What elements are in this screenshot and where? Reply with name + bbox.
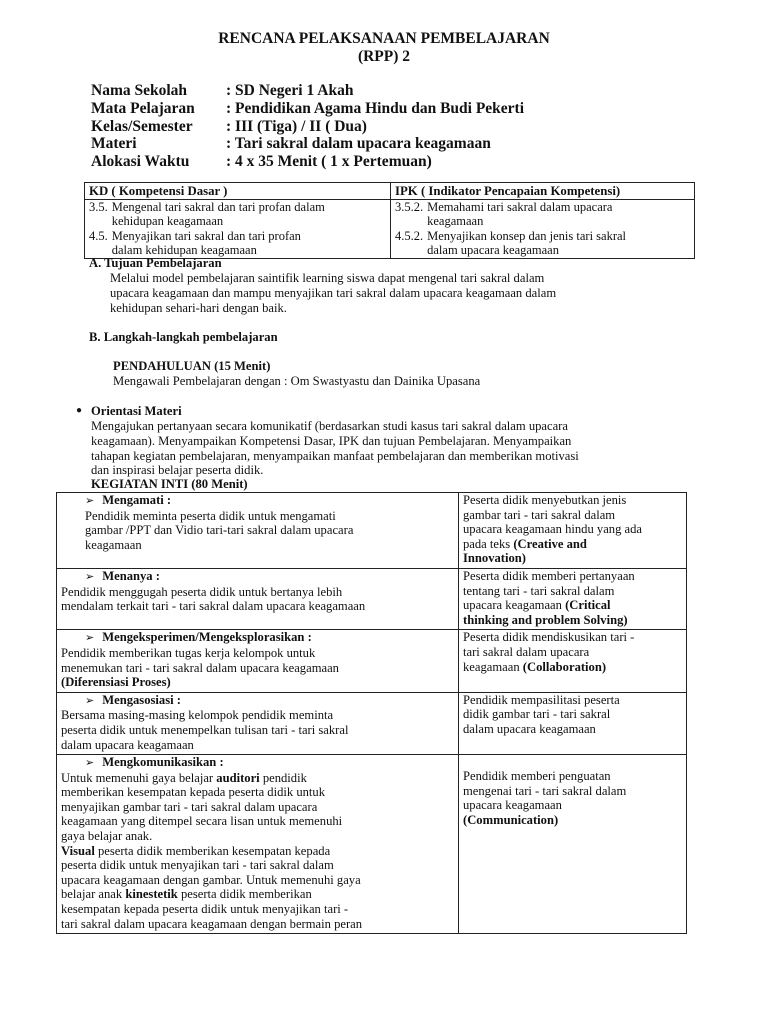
kd-ipk-table [84, 182, 695, 259]
activity-cell: ➢ Mengamati : Pendidik meminta peserta didik untuk mengamati gambar /PPT dan Vidio tari-tari sakral dalam upacara keagamaan [57, 493, 459, 569]
document-title: RENCANA PELAKSANAAN PEMBELAJARAN [218, 30, 550, 47]
identity-row: Materi : Tari sakral dalam upacara keagamaan [91, 135, 491, 153]
orientasi-body: Mengajukan pertanyaan secara komunikatif (berdasarkan studi kasus tari sakral dalam upacara keagamaan). Menyampaikan Kompetensi Dasar, IPK dan tujuan Pembelajaran. Menyampaikan tahapan kegiatan pembelajaran, menyampaikan manfaat pembelajaran dan memberikan motivasi dan inspirasi belajar peserta didik. [91, 419, 579, 478]
section-a-body: Melalui model pembelajaran saintifik learning siswa dapat mengenal tari sakral dalam upacara keagamaan dan mampu menyajikan tari sakral dalam upacara keagamaan dalam kehidupan sehari-hari dengan baik. [110, 271, 557, 315]
kd-item: 3.5. Mengenal tari sakral dan tari profan dalam kehidupan keagamaan [89, 199, 325, 228]
ipk-item: 3.5.2. Memahami tari sakral dalam upacara keagamaan [395, 199, 613, 228]
identity-row: Mata Pelajaran : Pendidikan Agama Hindu dan Budi Pekerti [91, 99, 525, 117]
identity-row: Alokasi Waktu : 4 x 35 Menit ( 1 x Pertemuan) [91, 153, 432, 171]
orientasi-heading: Orientasi Materi [91, 404, 182, 418]
table-row [57, 755, 687, 934]
document-subtitle: (RPP) 2 [357, 48, 411, 65]
kd-header: KD ( Kompetensi Dasar ) [85, 183, 391, 200]
outcome-cell: Peserta didik memberi pertanyaan tentang tari - tari sakral dalam upacara keagamaan (Critical thinking and problem Solving) [459, 568, 687, 629]
section-b-heading: B. Langkah-langkah pembelajaran [89, 330, 278, 344]
identity-row: Kelas/Semester : III (Tiga) / II ( Dua) [91, 117, 367, 135]
kegiatan-inti-table [56, 492, 687, 934]
activity-cell: ➢ Mengkomunikasikan : Untuk memenuhi gaya belajar auditori pendidik memberikan kesempatan kepada peserta didik untuk menyajikan gambar tari - tari sakral dalam upacara keagamaan yang ditempel secara lisan untuk memenuhi gaya belajar anak. Visual peserta didik memberikan kesempatan kepada peserta didik untuk menyajikan tari - tari sakral dalam upacara keagamaan dengan gambar. Untuk memenuhi gaya belajar anak kinestetik peserta didik memberikan kesempatan kepada peserta didik untuk menyajikan tari - tari sakral dalam upacara keagamaan dengan bermain peran [57, 755, 459, 934]
ipk-cell [391, 199, 695, 258]
arrow-icon: ➢ [85, 694, 95, 707]
activity-cell: ➢ Mengasosiasi : Bersama masing-masing kelompok pendidik meminta peserta didik untuk menempelkan tulisan tari - tari sakral dalam upacara keagamaan [57, 692, 459, 754]
identity-row: Nama Sekolah : SD Negeri 1 Akah [91, 82, 354, 99]
activity-cell: ➢ Menanya : Pendidik menggugah peserta didik untuk bertanya lebih mendalam terkait tari - tari sakral dalam upacara keagamaan [57, 568, 459, 629]
table-row [57, 568, 687, 629]
outcome-cell: Peserta didik mendiskusikan tari - tari sakral dalam upacara keagamaan (Collaboration) [459, 630, 687, 692]
arrow-icon: ➢ [85, 632, 95, 645]
arrow-icon: ➢ [85, 495, 95, 507]
arrow-icon: ➢ [85, 757, 95, 770]
identity-block [91, 82, 524, 171]
kegiatan-inti-heading: KEGIATAN INTI (80 Menit) [91, 477, 248, 491]
ipk-item: 4.5.2. Menyajikan konsep dan jenis tari sakral dalam upacara keagamaan [395, 228, 627, 257]
section-a-heading: A. Tujuan Pembelajaran [89, 256, 222, 270]
pendahuluan-text: Mengawali Pembelajaran dengan : Om Swastyastu dan Dainika Upasana [113, 374, 481, 388]
bullet-icon: ● [76, 405, 83, 416]
kd-cell [85, 199, 391, 258]
outcome-cell: Pendidik mempasilitasi peserta didik gambar tari - tari sakral dalam upacara keagamaan [459, 692, 687, 754]
activity-cell: ➢ Mengeksperimen/Mengeksplorasikan : Pendidik memberikan tugas kerja kelompok untuk menemukan tari - tari sakral dalam upacara keagamaan (Diferensiasi Proses) [57, 630, 459, 692]
kd-item: 4.5. Menyajikan tari sakral dan tari profan dalam kehidupan keagamaan [89, 228, 301, 257]
table-row [57, 493, 687, 569]
outcome-cell: Pendidik memberi penguatan mengenai tari - tari sakral dalam upacara keagamaan (Communication) [459, 755, 687, 934]
table-row [57, 692, 687, 754]
table-row [57, 630, 687, 692]
pendahuluan-heading: PENDAHULUAN (15 Menit) [113, 359, 271, 373]
arrow-icon: ➢ [85, 570, 95, 583]
outcome-cell: Peserta didik menyebutkan jenis gambar tari - tari sakral dalam upacara keagamaan hindu yang ada pada teks (Creative and Innovation) [459, 493, 687, 569]
ipk-header: IPK ( Indikator Pencapaian Kompetensi) [391, 183, 695, 200]
